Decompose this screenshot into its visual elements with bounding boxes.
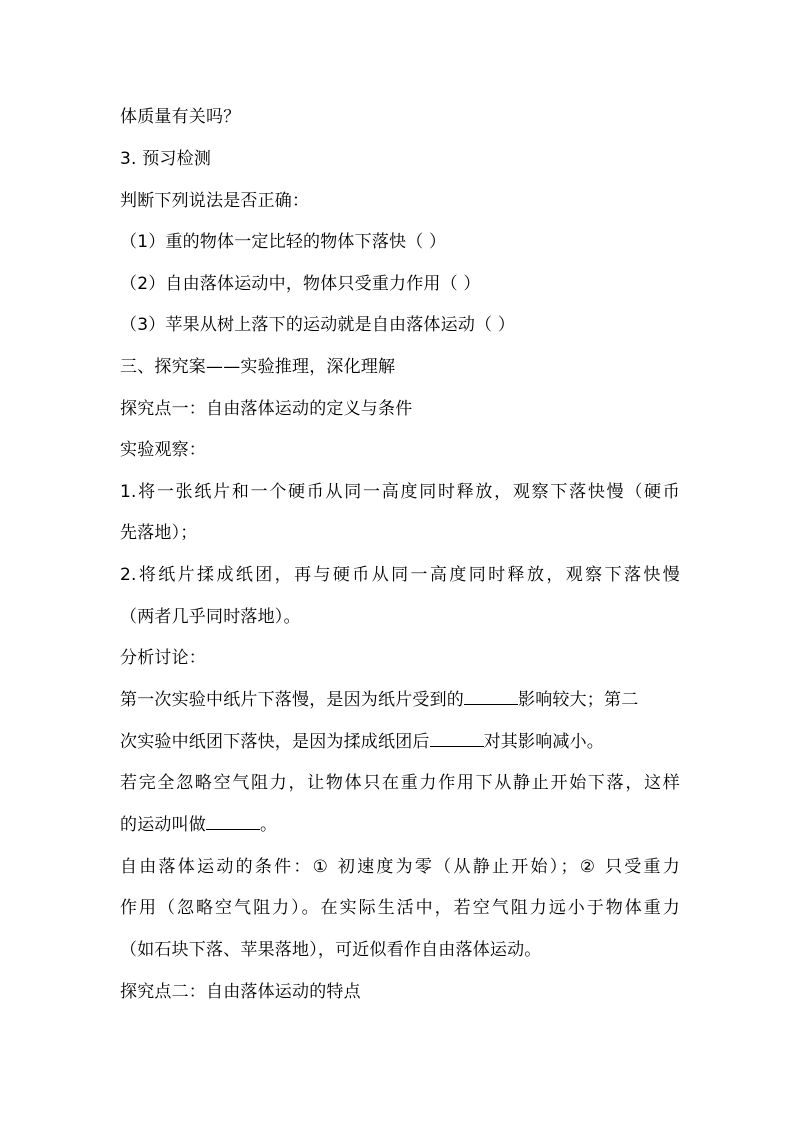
answer-blank[interactable] — [206, 813, 260, 830]
text-line: 分析讨论： — [120, 648, 206, 668]
answer-blank[interactable] — [430, 730, 484, 747]
text-line: 先落地）； — [120, 523, 198, 543]
fill-blank-line — [120, 730, 680, 754]
text-segment: 影响较大；第二 — [518, 690, 639, 710]
text-line: 若完全忽略空气阻力，让物体只在重力作用下从静止开始下落，这样 — [120, 773, 680, 793]
text-segment: 次实验中纸团下落快，是因为揉成纸团后 — [120, 732, 430, 752]
section-heading: 3. 预习检测 — [120, 149, 212, 169]
answer-blank[interactable] — [464, 688, 518, 705]
text-segment: 的运动叫做 — [120, 815, 206, 835]
text-line: 体质量有关吗？ — [120, 107, 241, 127]
subsection-heading: 探究点一：自由落体运动的定义与条件 — [120, 399, 413, 419]
text-line: （两者几乎同时落地）。 — [120, 607, 301, 627]
text-segment: 。 — [260, 815, 278, 835]
experiment-step-2: 2.将纸片揉成纸团，再与硬币从同一高度同时释放，观察下落快慢 — [120, 565, 680, 585]
text-segment: 第一次实验中纸片下落慢，是因为纸片受到的 — [120, 690, 464, 710]
text-line: 判断下列说法是否正确： — [120, 191, 310, 211]
text-line: （如石块下落、苹果落地），可近似看作自由落体运动。 — [120, 940, 542, 960]
question-item-3: （3）苹果从树上落下的运动就是自由落体运动（ ） — [120, 315, 516, 335]
subsection-heading: 探究点二：自由落体运动的特点 — [120, 982, 361, 1002]
text-line: 作用（忽略空气阻力）。在实际生活中，若空气阻力远小于物体重力 — [120, 898, 680, 918]
text-line: 实验观察： — [120, 440, 206, 460]
text-line: 自由落体运动的条件：① 初速度为零（从静止开始）；② 只受重力 — [120, 857, 680, 877]
text-segment: 对其影响减小。 — [483, 732, 605, 752]
question-item-1: （1）重的物体一定比轻的物体下落快（ ） — [120, 232, 447, 252]
question-item-2: （2）自由落体运动中，物体只受重力作用（ ） — [120, 274, 481, 294]
fill-blank-line — [120, 813, 680, 837]
section-heading: 三、探究案——实验推理，深化理解 — [120, 357, 396, 377]
experiment-step-1: 1.将一张纸片和一个硬币从同一高度同时释放，观察下落快慢（硬币 — [120, 482, 680, 502]
fill-blank-line — [120, 688, 680, 712]
